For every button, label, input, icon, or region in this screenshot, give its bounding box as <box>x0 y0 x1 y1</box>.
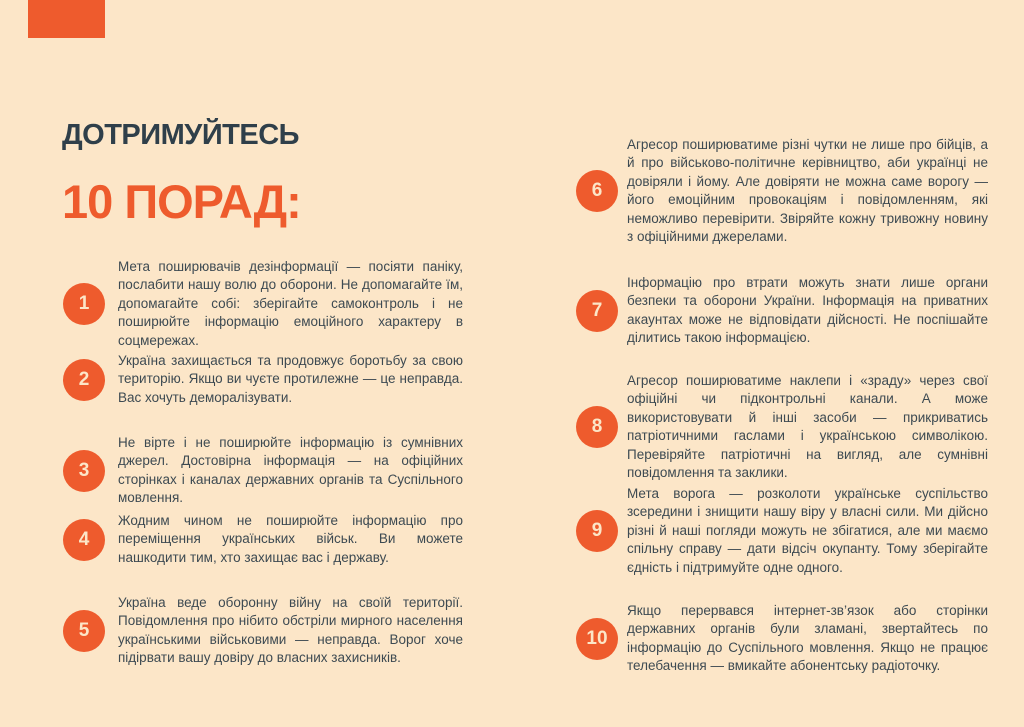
tip-number: 8 <box>591 416 603 438</box>
tip-number-badge <box>576 618 618 660</box>
tip-number: 1 <box>78 293 90 315</box>
tip-number: 9 <box>591 520 603 542</box>
tip-number: 2 <box>78 368 90 390</box>
tip-item-4 <box>63 512 463 567</box>
tip-text: Україна захищається та продовжує боротьбу за свою територію. Якщо ви чуєте протилежне — це неправда. Вас хочуть деморалізувати. <box>118 353 463 405</box>
tip-text: Не вірте і не поширюйте інформацію із сумнівних джерел. Достовірна інформація — на офіційних сторінках і каналах державних органів та Суспільного мовлення. <box>118 435 463 506</box>
page-title: 10 ПОРАД: <box>62 175 301 228</box>
tip-number-badge <box>63 450 105 492</box>
tip-text: Україна веде оборонну війну на своїй території. Повідомлення про нібито обстріли мирного населення українськими військовими — неправда. Ворог хоче підірвати вашу довіру до власних захисників. <box>118 595 463 666</box>
tip-text: Жодним чином не поширюйте інформацію про переміщення українських військ. Ви можете нашкодити тим, хто захищає вас і державу. <box>118 513 463 565</box>
tip-text: Мета поширювачів дезінформації — посіяти паніку, послабити нашу волю до оборони. Не допомагайте їм, допомагайте собі: зберігайте самоконтроль і не поширюйте інформацію емоційного характеру в соцмережах. <box>118 259 463 348</box>
tip-item-5 <box>63 594 463 668</box>
tip-item-6 <box>576 136 988 246</box>
tip-item-3 <box>63 434 463 508</box>
tip-number-badge <box>63 519 105 561</box>
tip-number-badge <box>576 170 618 212</box>
tip-number-badge <box>576 290 618 332</box>
corner-accent-block <box>28 0 105 38</box>
tip-number: 7 <box>591 299 603 321</box>
tip-item-9 <box>576 485 988 577</box>
tip-number-badge <box>63 610 105 652</box>
tip-text: Мета ворога — розколоти українське суспільство зсередини і знищити нашу віру у власні сили. Ми дійсно різні й наші погляди можуть не збігатися, але ми маємо спільну справу — дати відсіч окупанту. Тому зберігайте єдність і підтримуйте одне одного. <box>627 486 988 575</box>
tip-text: Інформацію про втрати можуть знати лише органи безпеки та оборони України. Інформація на приватних акаунтах може не відповідати дійсності. Не поспішайте ділитись такою інформацією. <box>627 275 988 346</box>
tip-item-1 <box>63 258 463 350</box>
tip-number: 10 <box>586 627 608 649</box>
tip-text: Якщо перервався інтернет-зв’язок або сторінки державних органів були зламані, звертайтесь по інформацію до Суспільного мовлення. Якщо не працює телебачення — вмикайте абонентську радіоточку. <box>627 603 988 674</box>
tip-item-10 <box>576 602 988 676</box>
tip-number: 4 <box>78 528 90 550</box>
tip-number-badge <box>576 510 618 552</box>
tip-number-badge <box>63 283 105 325</box>
tip-text: Агресор поширюватиме наклепи і «зраду» через свої офіційні чи підконтрольні канали. А може використовувати й інші засоби — прикриватись патріотичними гаслами і українською символікою. Перевіряйте патріотичні на вигляд, але сумнівні повідомлення та заклики. <box>627 373 988 481</box>
tip-number-badge <box>63 359 105 401</box>
tip-item-8 <box>576 372 988 482</box>
tip-number-badge <box>576 406 618 448</box>
page-kicker: ДОТРИМУЙТЕСЬ <box>62 119 300 151</box>
tip-number: 3 <box>78 459 90 481</box>
tip-number: 6 <box>591 180 603 202</box>
tip-text: Агресор поширюватиме різні чутки не лише про бійців, а й про військово-політичне керівництво, аби українці не довіряли і йому. Але довіряти не можна саме ворогу — його емоційним провокаціям і повідомленням, які неможливо перевірити. Звіряйте кожну тривожну новину з офіційними джерелами. <box>627 137 988 245</box>
tip-item-2 <box>63 352 463 407</box>
tip-item-7 <box>576 274 988 348</box>
tip-number: 5 <box>78 619 90 641</box>
